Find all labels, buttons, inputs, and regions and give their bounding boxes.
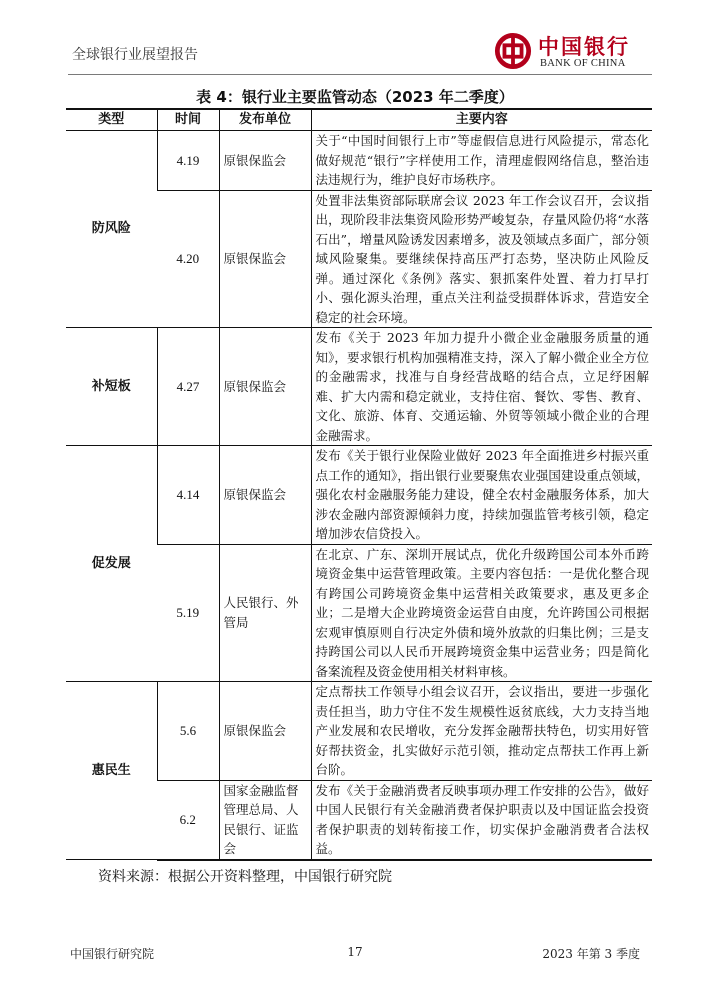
content-cell: 关于“中国时间银行上市”等虚假信息进行风险提示，常态化做好规范“银行”字样使用工作，清理虚假网络信息，整治违法违规行为，维护良好市场秩序。 — [311, 131, 652, 191]
date-cell: 6.2 — [157, 780, 219, 860]
category-cell: 补短板 — [66, 328, 157, 446]
footer-institution: 中国银行研究院 — [70, 947, 155, 961]
logo-english-text: BANK OF CHINA — [540, 58, 626, 69]
bank-of-china-emblem-icon — [494, 32, 532, 70]
category-cell: 防风险 — [66, 131, 157, 328]
content-cell: 在北京、广东、深圳开展试点，优化升级跨国公司本外币跨境资金集中运营管理政策。主要内容包括：一是优化整合现有跨国公司跨境资金集中运营相关政策要求，惠及更多企业；二是增大企业跨境资金运营自由度，允许跨国公司根据宏观审慎原则自行决定外债和境外放款的归集比例；三是支持跨国公司以人民币开展跨境资金集中运营业务；四是简化备案流程及资金使用相关材料审核。 — [311, 544, 652, 682]
footer-period: 2023 年第 3 季度 — [542, 947, 640, 961]
date-cell: 4.20 — [157, 190, 219, 328]
data-source-note: 资料来源：根据公开资料整理，中国银行研究院 — [98, 869, 392, 885]
column-header-issuer: 发布单位 — [219, 109, 311, 131]
header-divider — [68, 74, 652, 75]
date-cell: 5.19 — [157, 544, 219, 682]
report-title: 全球银行业展望报告 — [72, 47, 198, 63]
column-header-type: 类型 — [66, 109, 157, 131]
column-header-content: 主要内容 — [311, 109, 652, 131]
table-row — [66, 682, 652, 781]
table-caption: 表 4：银行业主要监管动态（2023 年二季度） — [196, 88, 514, 106]
issuer-cell: 原银保监会 — [219, 190, 311, 328]
date-cell: 5.6 — [157, 682, 219, 781]
table-row — [66, 131, 652, 191]
bank-logo — [494, 30, 650, 74]
regulatory-dynamics-table — [66, 108, 652, 861]
issuer-cell: 原银保监会 — [219, 446, 311, 545]
category-cell: 惠民生 — [66, 682, 157, 860]
table-header-row — [66, 109, 652, 131]
issuer-cell: 人民银行、外管局 — [219, 544, 311, 682]
issuer-cell: 原银保监会 — [219, 328, 311, 446]
table-row — [66, 446, 652, 545]
page-number: 17 — [347, 945, 363, 959]
issuer-cell: 原银保监会 — [219, 131, 311, 191]
content-cell: 发布《关于银行业保险业做好 2023 年全面推进乡村振兴重点工作的通知》，指出银行业要聚焦农业强国建设重点领域，强化农村金融服务能力建设，健全农村金融服务体系，加大涉农金融内部资源倾斜力度，持续加强监管考核引领，稳定增加涉农信贷投入。 — [311, 446, 652, 545]
content-cell: 发布《关于金融消费者反映事项办理工作安排的公告》，做好中国人民银行有关金融消费者保护职责以及中国证监会投资者保护职责的划转衔接工作，切实保护金融消费者合法权益。 — [311, 780, 652, 860]
issuer-cell: 国家金融监督管理总局、人民银行、证监会 — [219, 780, 311, 860]
date-cell: 4.19 — [157, 131, 219, 191]
date-cell: 4.27 — [157, 328, 219, 446]
table-row — [66, 328, 652, 446]
content-cell: 定点帮扶工作领导小组会议召开，会议指出，要进一步强化责任担当，助力守住不发生规模性返贫底线，大力支持当地产业发展和农民增收，充分发挥金融帮扶特色，切实用好管好帮扶资金，扎实做好示范引领，推动定点帮扶工作再上新台阶。 — [311, 682, 652, 781]
date-cell: 4.14 — [157, 446, 219, 545]
issuer-cell: 原银保监会 — [219, 682, 311, 781]
content-cell: 处置非法集资部际联席会议 2023 年工作会议召开，会议指出，现阶段非法集资风险形势严峻复杂，存量风险仍将“水落石出”，增量风险诱发因素增多，波及领域点多面广，部分领域风险聚集。要继续保持高压严打态势，坚决防止风险反弹。通过深化《条例》落实、狠抓案件处置、着力打早打小、强化源头治理，重点关注利益受损群体诉求，营造安全稳定的社会环境。 — [311, 190, 652, 328]
content-cell: 发布《关于 2023 年加力提升小微企业金融服务质量的通知》，要求银行机构加强精准支持，深入了解小微企业全方位的金融需求，找准与自身经营战略的结合点，立足纾困解难、扩大内需和稳定就业，支持住宿、餐饮、零售、教育、文化、旅游、体育、交通运输、外贸等领域小微企业的合理金融需求。 — [311, 328, 652, 446]
logo-chinese-text: 中国银行 — [538, 34, 630, 59]
category-cell: 促发展 — [66, 446, 157, 682]
column-header-date: 时间 — [157, 109, 219, 131]
